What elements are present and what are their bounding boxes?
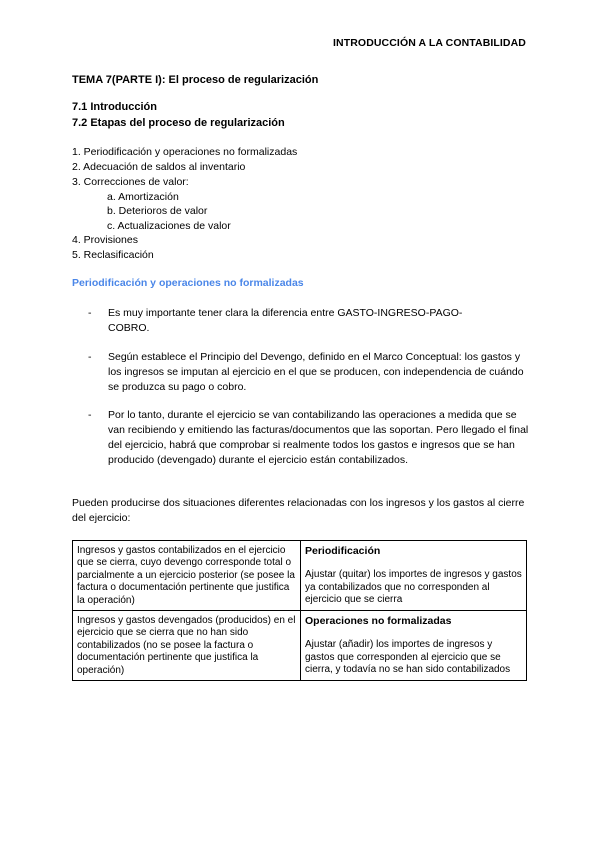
bullet-text: Por lo tanto, durante el ejercicio se van contabilizando las operaciones a medida que se van recibiendo y emitiendo las facturas/documentos que las soportan. Pero llegado el final del ejercicio, habrá que comprobar si realmente todos los gastos e ingresos que se han producido (devengado) durante el ejercicio están contabilizados. [108,409,529,466]
table-row [73,541,527,611]
stage-item: 1. Periodificación y operaciones no formalizadas [72,146,298,158]
cell-title: Periodificación [305,545,381,557]
bullet-dash: - [88,307,92,319]
bullet-dash: - [88,409,92,421]
stage-item: 2. Adecuación de saldos al inventario [72,161,246,173]
cell-text: Ajustar (añadir) los importes de ingresos y gastos que corresponden al ejercicio que se cierra, y todavía no se han sido contabilizados [305,639,511,676]
bullet-item [72,408,532,468]
cell-title: Operaciones no formalizadas [305,615,452,628]
intro-paragraph: Pueden producirse dos situaciones diferentes relacionadas con los ingresos y los gastos al cierre del ejercicio: [72,497,525,524]
section-heading-intro: 7.1 Introducción [72,101,157,113]
bullet-text: Según establece el Principio del Devengo, definido en el Marco Conceptual: los gastos y los ingresos se imputan al ejercicio en el que se producen, con independencia de cuándo se produzca su pago o cobro. [108,351,524,393]
section-heading-stages: 7.2 Etapas del proceso de regularización [72,117,285,129]
table-row [73,611,527,681]
situations-table [72,540,527,681]
table-cell-concept [301,611,527,681]
stage-subitem: b. Deterioros de valor [107,205,208,217]
document-title: TEMA 7(PARTE I): El proceso de regularización [72,74,319,86]
stage-item: 5. Reclasificación [72,249,154,261]
bullet-text: Es muy importante tener clara la diferencia entre GASTO-INGRESO-PAGO-COBRO. [108,307,463,334]
stage-item: 4. Provisiones [72,234,138,246]
bullet-dash: - [88,351,92,363]
cell-text: Ajustar (quitar) los importes de ingresos y gastos ya contabilizados que no corresponden al ejercicio que se cierra [305,569,522,606]
page-header: INTRODUCCIÓN A LA CONTABILIDAD [333,37,526,49]
table-cell-description: Ingresos y gastos contabilizados en el ejercicio que se cierra, cuyo devengo corresponde total o parcialmente a un ejercicio posterior (se posee la factura o documentación pertinente que justifica la operación) [73,541,301,611]
bullet-item [72,350,532,395]
table-cell-concept [301,541,527,611]
subsection-heading: Periodificación y operaciones no formalizadas [72,277,304,289]
bullet-item [72,306,472,336]
stage-item: 3. Correcciones de valor: [72,176,189,188]
stage-subitem: c. Actualizaciones de valor [107,220,231,232]
stage-subitem: a. Amortización [107,191,179,203]
table-cell-description: Ingresos y gastos devengados (producidos) en el ejercicio que se cierra que no han sido contabilizados (no se posee la factura o documentación pertinente que justifica la operación) [73,611,301,681]
